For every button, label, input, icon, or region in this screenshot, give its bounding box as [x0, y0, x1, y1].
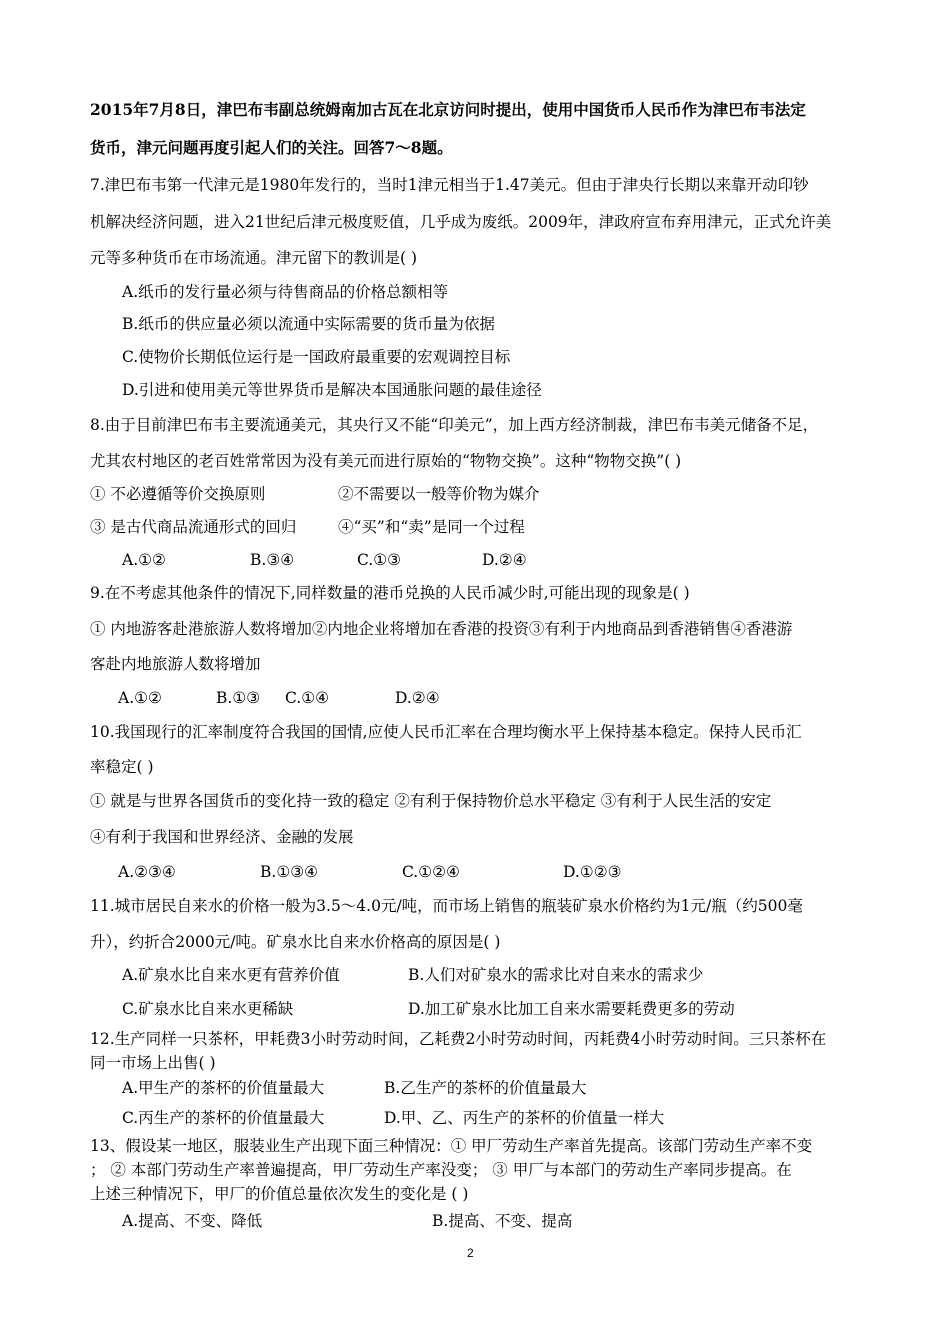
- question-11-line-1: 11.城市居民自来水的价格一般为3.5～4.0元/吨，而市场上销售的瓶装矿泉水价格约为1元/瓶（约500毫: [90, 897, 803, 915]
- q10-option-c: C.①②④: [402, 863, 460, 881]
- q10-option-a: A.②③④: [118, 863, 176, 881]
- q13-option-b: B.提高、不变、提高: [432, 1212, 573, 1230]
- question-9-line-3: 客赴内地旅游人数将增加: [90, 655, 261, 673]
- q9-option-b: B.①③: [216, 689, 261, 707]
- question-8-line-2: 尤其农村地区的老百姓常常因为没有美元而进行原始的“物物交换”。这种“物物交换”( ): [90, 452, 682, 470]
- q7-option-c: C.使物价长期低位运行是一国政府最重要的宏观调控目标: [122, 348, 511, 366]
- q11-option-a: A.矿泉水比自来水更有营养价值: [122, 966, 340, 984]
- q11-option-d: D.加工矿泉水比加工自来水需要耗费更多的劳动: [408, 1000, 735, 1018]
- q9-option-c: C.①④: [285, 689, 330, 707]
- question-13-line-2: ； ② 本部门劳动生产率普遍提高，甲厂劳动生产率没变； ③ 甲厂与本部门的劳动生产率同步提高。在: [90, 1161, 792, 1179]
- page-number: 2: [467, 1246, 474, 1260]
- intro-line-2: 货币，津元问题再度引起人们的关注。回答7～8题。: [90, 138, 453, 157]
- question-7-line-1: 7.津巴布韦第一代津元是1980年发行的，当时1津元相当于1.47美元。但由于津央行长期以来靠开动印钞: [90, 176, 809, 194]
- q9-option-a: A.①②: [118, 689, 162, 707]
- q8-item-1: ① 不必遵循等价交换原则: [90, 485, 266, 503]
- question-7-line-2: 机解决经济问题，进入21世纪后津元极度贬值，几乎成为废纸。2009年，津政府宣布弃用津元，正式允许美: [90, 213, 832, 231]
- q7-option-a: A.纸币的发行量必须与待售商品的价格总额相等: [122, 283, 449, 301]
- q8-option-a: A.①②: [122, 551, 166, 569]
- question-12-line-1: 12.生产同样一只茶杯，甲耗费3小时劳动时间，乙耗费2小时劳动时间，丙耗费4小时劳动时间。三只茶杯在: [90, 1030, 827, 1048]
- q12-option-b: B.乙生产的茶杯的价值量最大: [384, 1079, 587, 1097]
- intro-line-1: 2015年7月8日，津巴布韦副总统姆南加古瓦在北京访问时提出，使用中国货币人民币作为津巴布韦法定: [90, 100, 806, 119]
- q8-option-d: D.②④: [482, 551, 527, 569]
- q7-option-d: D.引进和使用美元等世界货币是解决本国通胀问题的最佳途径: [122, 381, 542, 399]
- question-8-line-1: 8.由于目前津巴布韦主要流通美元，其央行又不能“印美元”，加上西方经济制裁，津巴布韦美元储备不足，: [90, 416, 819, 434]
- q8-item-2: ②不需要以一般等价物为媒介: [338, 485, 540, 503]
- q12-option-c: C.丙生产的茶杯的价值量最大: [122, 1109, 325, 1127]
- q8-option-c: C.①③: [357, 551, 402, 569]
- question-11-line-2: 升），约折合2000元/吨。矿泉水比自来水价格高的原因是( ): [90, 933, 501, 951]
- question-12-line-2: 同一市场上出售( ): [90, 1054, 216, 1072]
- question-10-line-1: 10.我国现行的汇率制度符合我国的国情,应使人民币汇率在合理均衡水平上保持基本稳定。保持人民币汇: [90, 723, 802, 741]
- q8-item-3: ③ 是古代商品流通形式的回归: [90, 518, 297, 536]
- q13-option-a: A.提高、不变、降低: [122, 1212, 263, 1230]
- question-9-line-1: 9.在不考虑其他条件的情况下,同样数量的港币兑换的人民币减少时,可能出现的现象是( ): [90, 584, 690, 602]
- question-13-line-1: 13、假设某一地区，服装业生产出现下面三种情况：① 甲厂劳动生产率首先提高。该部门劳动生产率不变: [90, 1137, 813, 1155]
- q11-option-b: B.人们对矿泉水的需求比对自来水的需求少: [408, 966, 704, 984]
- q7-option-b: B.纸币的供应量必须以流通中实际需要的货币量为依据: [122, 315, 495, 333]
- q12-option-d: D.甲、乙、丙生产的茶杯的价值量一样大: [384, 1109, 665, 1127]
- q12-option-a: A.甲生产的茶杯的价值量最大: [122, 1079, 325, 1097]
- question-10-line-3: ① 就是与世界各国货币的变化持一致的稳定 ②有利于保持物价总水平稳定 ③有利于人民生活的安定: [90, 792, 772, 810]
- q8-item-4: ④“买”和“卖”是同一个过程: [338, 518, 525, 536]
- question-10-line-4: ④有利于我国和世界经济、金融的发展: [90, 828, 354, 846]
- question-13-line-3: 上述三种情况下，甲厂的价值总量依次发生的变化是 ( ): [90, 1185, 469, 1203]
- q9-option-d: D.②④: [395, 689, 440, 707]
- question-10-line-2: 率稳定( ): [90, 758, 154, 776]
- q8-option-b: B.③④: [250, 551, 295, 569]
- q11-option-c: C.矿泉水比自来水更稀缺: [122, 1000, 294, 1018]
- question-7-line-3: 元等多种货币在市场流通。津元留下的教训是( ): [90, 249, 418, 267]
- question-9-line-2: ① 内地游客赴港旅游人数将增加②内地企业将增加在香港的投资③有利于内地商品到香港销售④香港游: [90, 620, 793, 638]
- q10-option-d: D.①②③: [563, 863, 622, 881]
- q10-option-b: B.①③④: [260, 863, 319, 881]
